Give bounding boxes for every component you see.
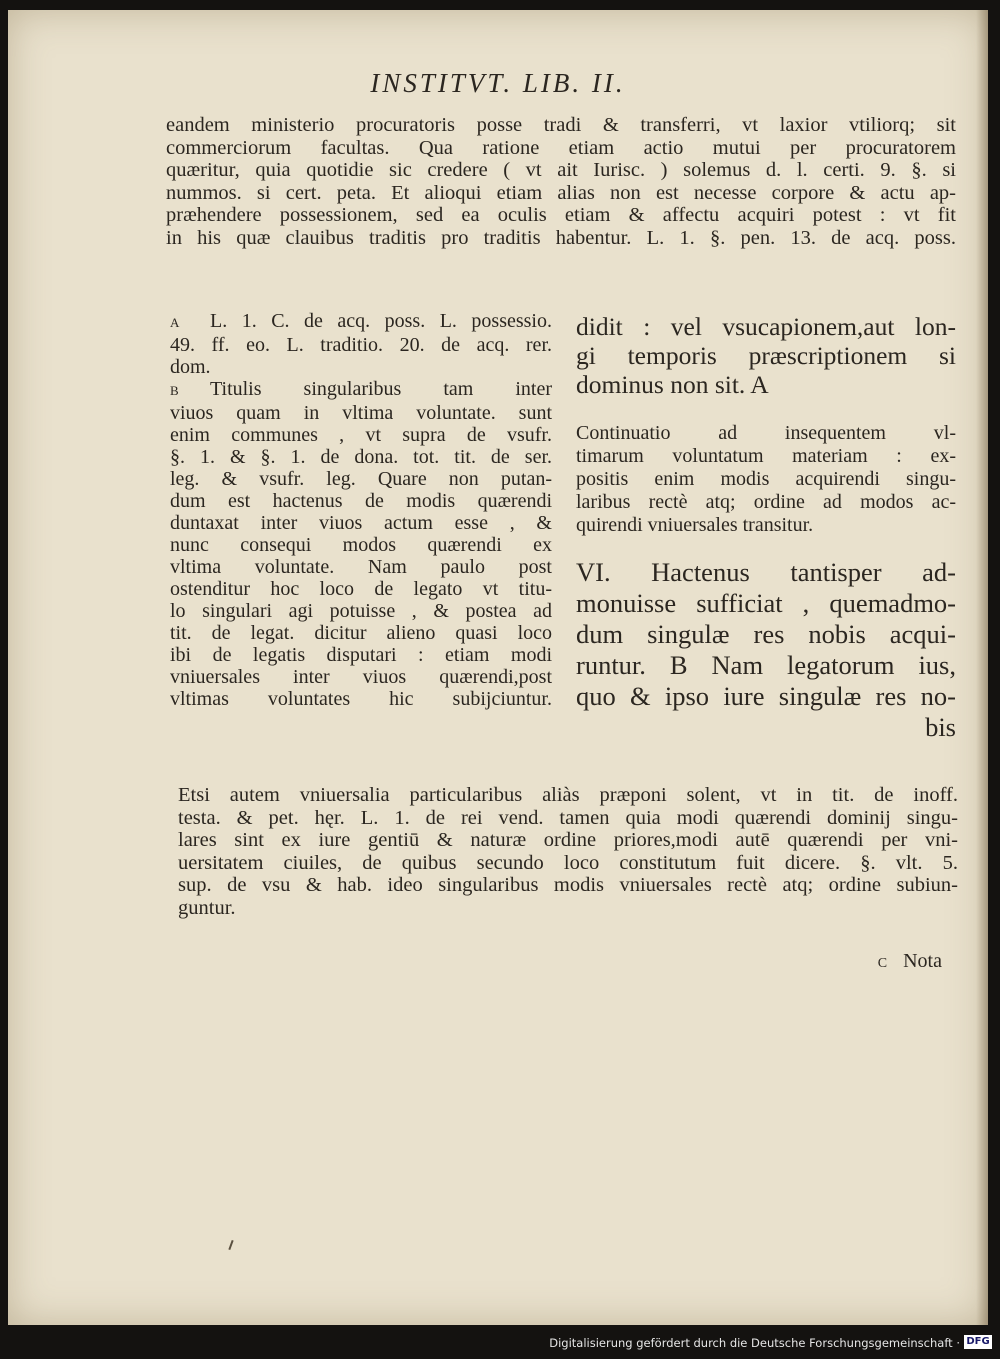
- text-line: dum singulæ res nobis acqui-: [576, 619, 956, 649]
- main-text-column: [576, 312, 956, 743]
- text-line: lares sint ex iure gentiū & naturæ ordine priores,modi autē quærendi per vni-: [178, 829, 958, 851]
- continuatio-summary: [576, 422, 956, 537]
- bottom-note-block: [178, 784, 958, 919]
- note-b-line: §. 1. & §. 1. de dona. tot. tit. de ser.: [170, 446, 552, 468]
- note-b-line: vltima voluntate. Nam paulo post: [170, 556, 552, 578]
- text-line: sup. de vsu & hab. ideo singularibus modis vniuersales rectè atq; ordine subiun-: [178, 874, 958, 896]
- text-line: VI. Hactenus tantisper ad-: [576, 557, 956, 587]
- note-marker-b: B: [170, 383, 180, 398]
- text-line: positis enim modis acquirendi singu-: [576, 468, 956, 490]
- text-line: Continuatio ad insequentem vl-: [576, 422, 956, 444]
- text-line: dominus non sit. A: [576, 370, 769, 399]
- running-head: INSTITVT. LIB. II.: [370, 68, 626, 98]
- note-b-line: vniuersales inter viuos quærendi,post: [170, 666, 552, 688]
- text-line: timarum voluntatum materiam : ex-: [576, 445, 956, 467]
- text-line: monuisse sufficiat , quemadmo-: [576, 588, 956, 618]
- note-b-line: ibi de legatis disputari : etiam modi: [170, 644, 552, 666]
- text-line: præhendere possessionem, sed ea oculis etiam & affectu acquiri potest : vt fit: [166, 204, 956, 226]
- note-b-line: leg. & vsufr. leg. Quare non putan-: [170, 468, 552, 490]
- text-line: quo & ipso iure singulæ res no-: [576, 681, 956, 711]
- note-b-line: tit. de legat. dicitur alieno quasi loco: [170, 622, 552, 644]
- marginal-notes-column: [170, 310, 552, 710]
- text-line: uersitatem ciuiles, de quibus secundo loco constitutum fuit dicere. §. vlt. 5.: [178, 851, 958, 874]
- text-line: testa. & pet. hęr. L. 1. de rei vend. tamen quia modi quærendi dominij singu-: [178, 806, 958, 829]
- note-a-line: 49. ff. eo. L. traditio. 20. de acq. rer.: [170, 334, 552, 356]
- text-line: quirendi vniuersales transitur.: [576, 514, 814, 536]
- funding-credit: Digitalisierung gefördert durch die Deutsche Forschungsgemeinschaft ·: [549, 1336, 960, 1350]
- note-b-line: duntaxat inter viuos actum esse , &: [170, 512, 552, 534]
- note-b-line: ostenditur hoc loco de legato vt titu-: [170, 578, 552, 600]
- note-b-line: vltimas voluntates hic subijciuntur.: [170, 688, 552, 710]
- note-a-line: dom.: [170, 356, 211, 378]
- page-edge-shadow: [976, 10, 988, 1325]
- text-line: gi temporis præscriptionem si: [576, 341, 956, 370]
- book-page: [8, 10, 988, 1325]
- text-line: laribus rectè atq; ordine ad modos ac-: [576, 491, 956, 513]
- catchword-marker: C: [877, 956, 888, 971]
- note-b-line: nunc consequi modos quærendi ex: [170, 534, 552, 556]
- top-text-block: [166, 114, 956, 249]
- note-a-line: A L. 1. C. de acq. poss. L. possessio.: [170, 310, 552, 332]
- pencil-mark: [228, 1240, 233, 1250]
- text-line: commerciorum facultas. Qua ratione etiam actio mutui per procuratorem: [166, 136, 956, 159]
- text-line: quæritur, quia quotidie sic credere ( vt ait Iurisc. ) solemus d. l. certi. 9. §. si: [166, 159, 956, 181]
- text-line: guntur.: [178, 896, 236, 919]
- catchword: [878, 950, 942, 973]
- footer-bar: [0, 1327, 1000, 1359]
- note-b-line: lo singulari agi potuisse , & postea ad: [170, 600, 552, 622]
- text-line: nummos. si cert. peta. Et alioqui etiam alias non est necesse corpore & actu ap-: [166, 181, 956, 204]
- note-b-line: enim communes , vt supra de vsufr.: [170, 424, 552, 446]
- text-line: eandem ministerio procuratoris posse tradi & transferri, vt laxior vtiliorq; sit: [166, 114, 956, 136]
- note-b-line: B Titulis singularibus tam inter: [170, 378, 552, 400]
- dfg-logo: DFG: [964, 1335, 992, 1349]
- text-line: in his quæ clauibus traditis pro traditis habentur. L. 1. §. pen. 13. de acq. poss.: [166, 226, 956, 249]
- text-line: runtur. B Nam legatorum ius,: [576, 650, 956, 680]
- continued-text: [576, 312, 956, 399]
- text-line: bis: [925, 712, 956, 742]
- note-b-line: dum est hactenus de modis quærendi: [170, 490, 552, 512]
- note-b-line: viuos quam in vltima voluntate. sunt: [170, 402, 552, 424]
- text-line: didit : vel vsucapionem,aut lon-: [576, 312, 956, 341]
- section-vi: [576, 557, 956, 743]
- catchword-text: Nota: [903, 950, 942, 972]
- text-line: Etsi autem vniuersalia particularibus aliàs præponi solent, vt in tit. de inoff.: [178, 784, 958, 806]
- note-marker-a: A: [170, 315, 181, 330]
